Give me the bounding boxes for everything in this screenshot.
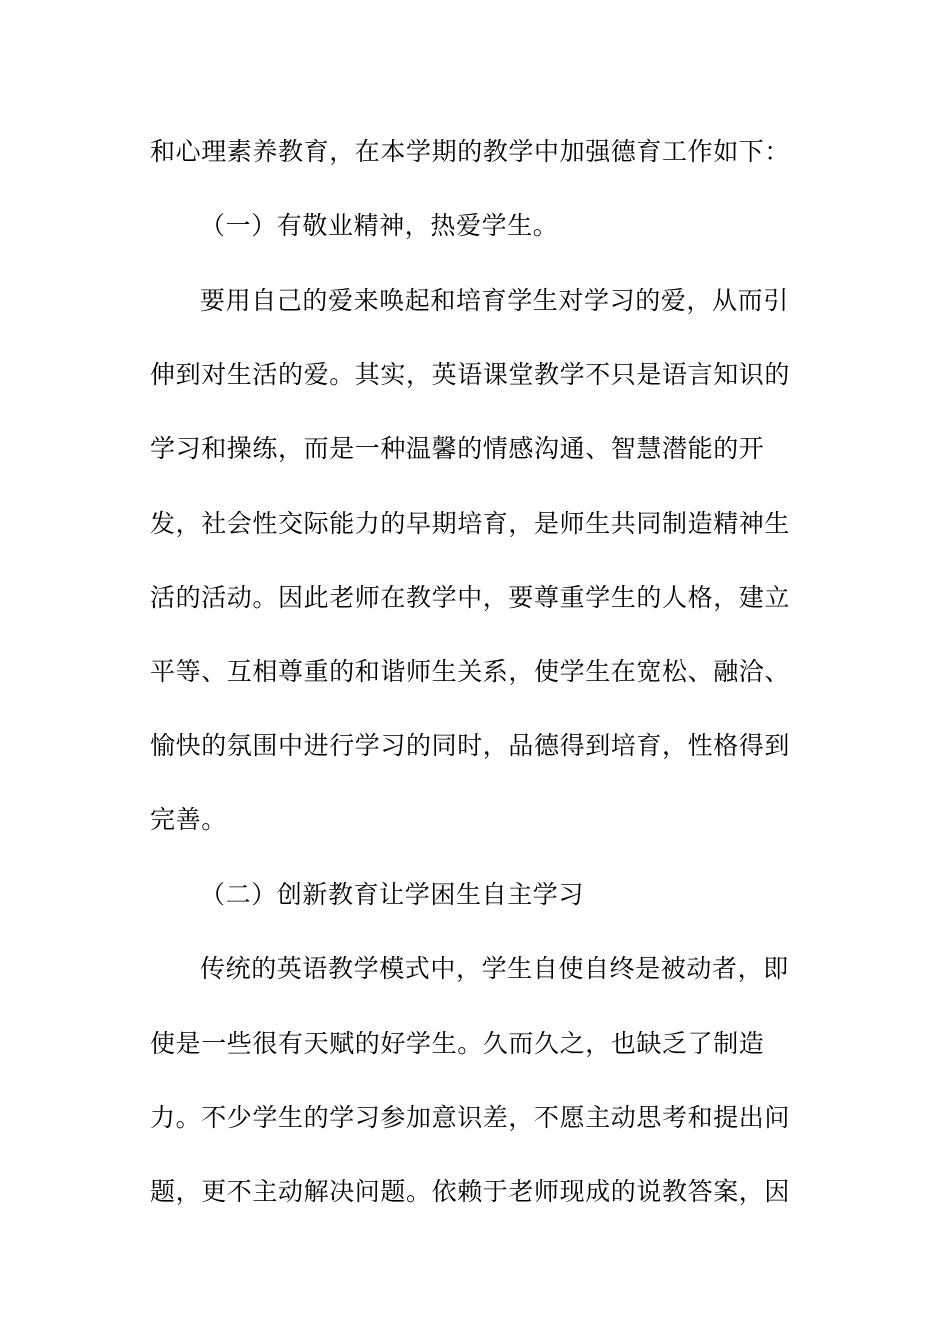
section-heading: （一）有敬业精神，热爱学生。 (200, 211, 559, 240)
text-line: 学习和操练，而是一种温馨的情感沟通、智慧潜能的开 (150, 434, 765, 463)
text-line: 传统的英语教学模式中，学生自使自终是被动者，即 (200, 954, 789, 983)
text-line: 伸到对生活的爱。其实，英语课堂教学不只是语言知识的 (150, 360, 791, 389)
text-line: 和心理素养教育，在本学期的教学中加强德育工作如下： (150, 137, 791, 166)
text-line: 力。不少学生的学习参加意识差，不愿主动思考和提出问 (150, 1103, 791, 1132)
text-line: 完善。 (150, 805, 227, 834)
text-line: 愉快的氛围中进行学习的同时，品德得到培育，性格得到 (150, 731, 791, 760)
text-line: 活的活动。因此老师在教学中，要尊重学生的人格，建立 (150, 583, 791, 612)
text-line: 使是一些很有天赋的好学生。久而久之，也缺乏了制造 (150, 1029, 765, 1058)
section-heading: （二）创新教育让学困生自主学习 (200, 880, 585, 909)
text-line: 题，更不主动解决问题。依赖于老师现成的说教答案，因 (150, 1177, 791, 1206)
text-line: 要用自己的爱来唤起和培育学生对学习的爱，从而引 (200, 286, 789, 315)
text-line: 发，社会性交际能力的早期培育，是师生共同制造精神生 (150, 509, 791, 538)
text-line: 平等、互相尊重的和谐师生关系，使学生在宽松、融洽、 (150, 657, 791, 686)
